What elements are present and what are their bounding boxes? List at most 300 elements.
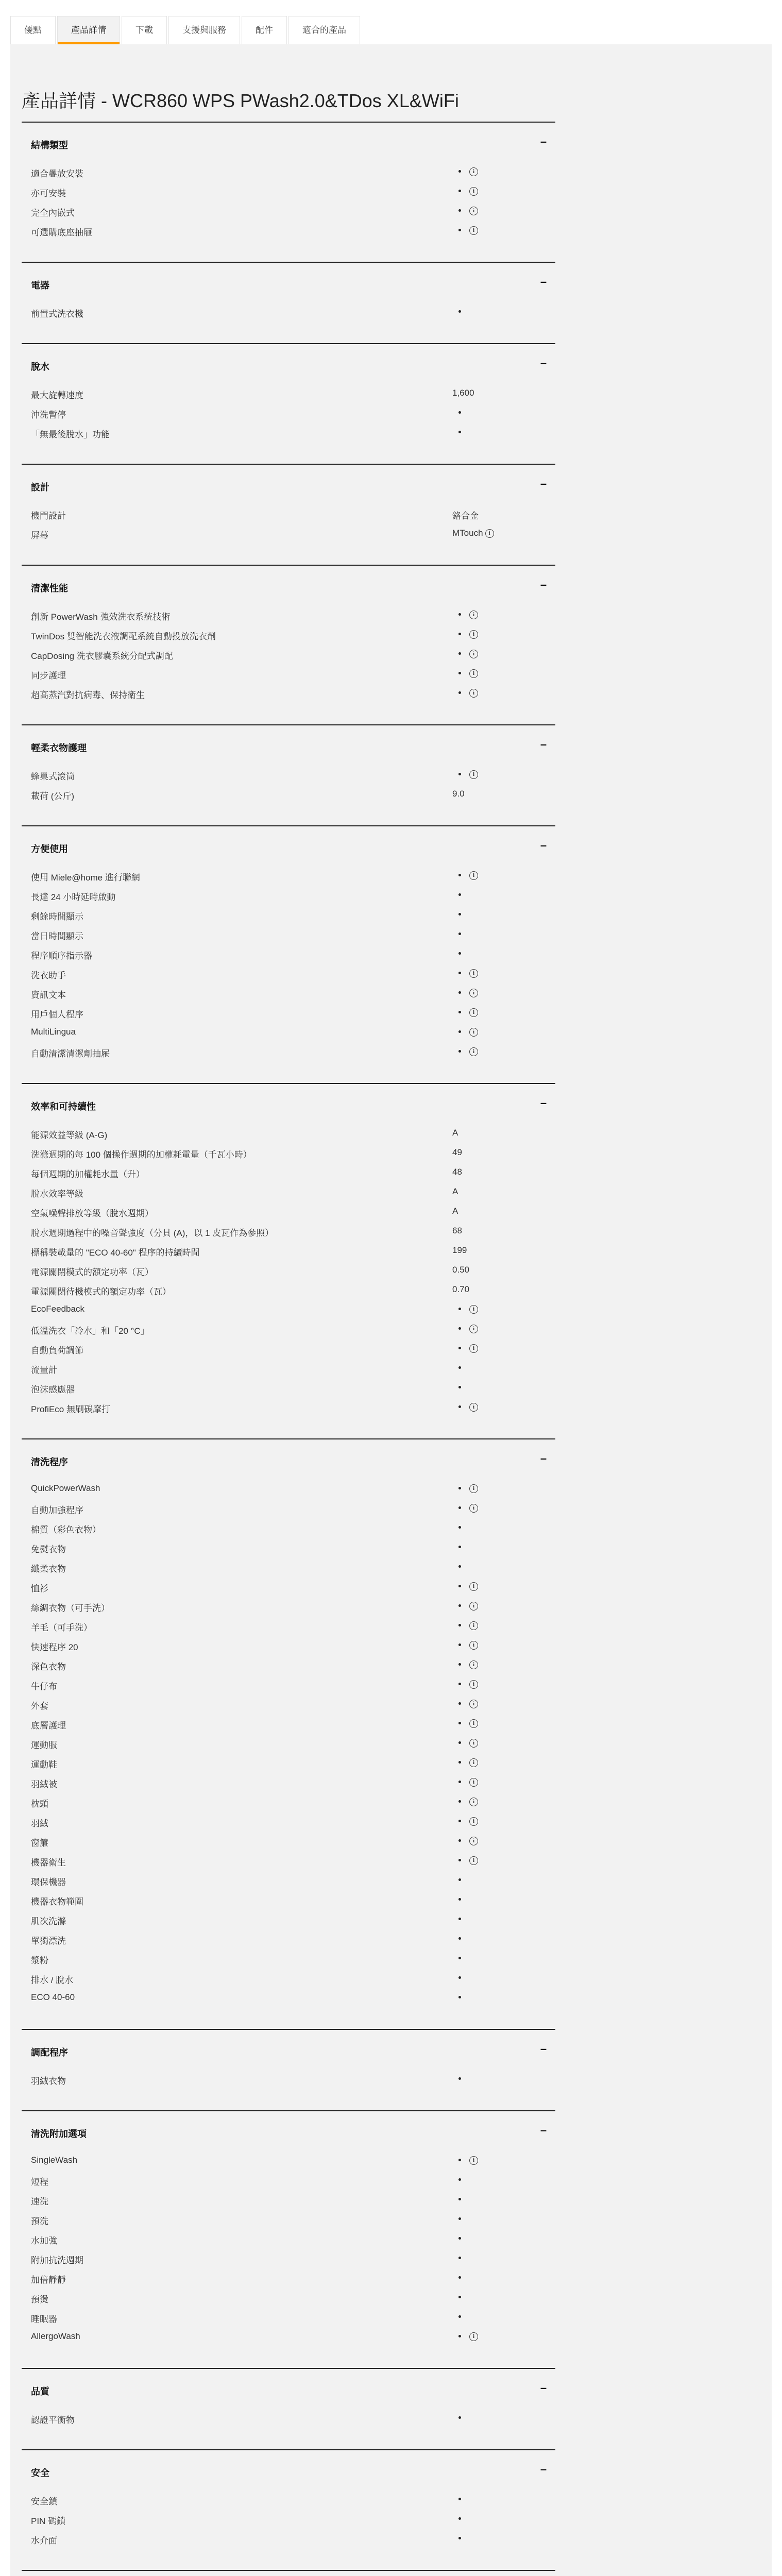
spec-value-cell bbox=[452, 1757, 478, 1768]
section-header bbox=[22, 263, 555, 302]
spec-label: 每個週期的加權耗水量（升） bbox=[31, 1170, 145, 1179]
spec-value-cell bbox=[452, 2273, 467, 2283]
spec-section bbox=[22, 1438, 555, 2029]
spec-label: 單獨漂洗 bbox=[31, 1936, 66, 1946]
info-icon[interactable]: i bbox=[469, 1798, 478, 1806]
available-dot-icon bbox=[458, 190, 461, 192]
spec-row bbox=[22, 924, 555, 944]
spec-label: CapDosing 洗衣膠囊系統分配式調配 bbox=[31, 651, 173, 661]
info-icon[interactable]: i bbox=[469, 226, 478, 235]
spec-row bbox=[22, 784, 555, 804]
spec-label: 睡眠器 bbox=[31, 2314, 57, 2324]
spec-row bbox=[22, 2408, 555, 2428]
info-icon[interactable]: i bbox=[469, 1719, 478, 1728]
info-icon[interactable]: i bbox=[469, 1028, 478, 1037]
spec-value-cell bbox=[452, 1620, 478, 1631]
spec-value-cell bbox=[452, 1836, 478, 1846]
info-icon[interactable]: i bbox=[469, 1621, 478, 1630]
collapse-toggle-icon[interactable]: – bbox=[540, 1096, 547, 1109]
spec-row bbox=[22, 2509, 555, 2529]
tab-2[interactable]: 下載 bbox=[122, 16, 167, 44]
collapse-toggle-icon[interactable]: – bbox=[540, 2381, 547, 2394]
spec-label: 漿粉 bbox=[31, 1956, 48, 1965]
spec-section bbox=[22, 343, 555, 464]
available-dot-icon bbox=[458, 2257, 461, 2259]
spec-label: 流量計 bbox=[31, 1365, 57, 1375]
spec-label: 預燙 bbox=[31, 2295, 48, 2304]
spec-value-cell bbox=[452, 1562, 467, 1572]
spec-sections bbox=[22, 122, 555, 2576]
available-dot-icon bbox=[458, 1624, 461, 1626]
info-icon[interactable]: i bbox=[469, 207, 478, 215]
spec-row bbox=[22, 422, 555, 442]
available-dot-icon bbox=[458, 2416, 461, 2419]
spec-row bbox=[22, 1378, 555, 1397]
spec-value-cell bbox=[452, 1226, 462, 1236]
available-dot-icon bbox=[458, 1565, 461, 1568]
info-icon[interactable]: i bbox=[469, 1047, 478, 1056]
available-dot-icon bbox=[458, 1546, 461, 1548]
spec-value: 0.50 bbox=[452, 1265, 470, 1275]
spec-row bbox=[22, 1042, 555, 1061]
spec-value-cell bbox=[452, 1992, 467, 2003]
spec-value-cell bbox=[452, 688, 478, 698]
available-dot-icon bbox=[458, 1386, 461, 1388]
spec-label: 自動清潔清潔劑抽屜 bbox=[31, 1049, 110, 1059]
spec-value-cell bbox=[452, 789, 465, 799]
spec-row bbox=[22, 2327, 555, 2346]
spec-value-cell bbox=[452, 988, 478, 998]
info-icon[interactable]: i bbox=[469, 770, 478, 779]
spec-value-cell bbox=[452, 307, 467, 317]
spec-value-cell bbox=[452, 1402, 478, 1412]
spec-value: A bbox=[452, 1206, 458, 1216]
spec-label: 可選購底座抽屜 bbox=[31, 228, 92, 238]
section-title: 方便使用 bbox=[31, 844, 68, 854]
spec-row bbox=[22, 1358, 555, 1378]
spec-value: 0.70 bbox=[452, 1284, 470, 1294]
tab-4[interactable]: 配件 bbox=[242, 16, 287, 44]
spec-row bbox=[22, 1948, 555, 1968]
spec-row bbox=[22, 1162, 555, 1182]
spec-value-cell bbox=[452, 509, 479, 521]
spec-row bbox=[22, 504, 555, 523]
info-icon[interactable]: i bbox=[469, 187, 478, 196]
info-icon[interactable]: i bbox=[469, 650, 478, 658]
spec-row bbox=[22, 1537, 555, 1557]
info-icon[interactable]: i bbox=[469, 611, 478, 619]
spec-value-cell bbox=[452, 1007, 478, 1018]
spec-label: 低溫洗衣「冷水」和「20 °C」 bbox=[31, 1326, 149, 1336]
spec-value-cell bbox=[452, 1147, 462, 1158]
collapse-toggle-icon[interactable]: – bbox=[540, 738, 547, 751]
spec-row bbox=[22, 1655, 555, 1674]
spec-value-cell bbox=[452, 968, 478, 978]
spec-row bbox=[22, 866, 555, 885]
available-dot-icon bbox=[458, 874, 461, 876]
available-dot-icon bbox=[458, 1976, 461, 1979]
info-icon[interactable]: i bbox=[469, 1602, 478, 1611]
info-icon[interactable]: i bbox=[469, 1758, 478, 1767]
section-header bbox=[22, 123, 555, 162]
spec-value-cell bbox=[452, 929, 467, 939]
collapse-toggle-icon[interactable]: – bbox=[540, 1452, 547, 1465]
spec-row bbox=[22, 1596, 555, 1616]
spec-value-cell bbox=[452, 1797, 478, 1807]
spec-value-cell bbox=[452, 1640, 478, 1650]
spec-label: 當日時間顯示 bbox=[31, 931, 83, 941]
collapse-toggle-icon[interactable]: – bbox=[540, 275, 547, 288]
spec-value-cell bbox=[452, 1777, 478, 1787]
available-dot-icon bbox=[458, 2335, 461, 2337]
available-dot-icon bbox=[458, 1702, 461, 1705]
spec-value-cell bbox=[452, 1973, 467, 1983]
spec-section bbox=[22, 2570, 555, 2576]
spec-value: 1,600 bbox=[452, 388, 474, 398]
spec-section bbox=[22, 2110, 555, 2368]
spec-value-cell bbox=[452, 1206, 458, 1216]
spec-label: 肌次洗滌 bbox=[31, 1917, 66, 1926]
spec-label: 泡沫感應器 bbox=[31, 1385, 75, 1395]
spec-value-cell bbox=[452, 1738, 478, 1748]
info-icon[interactable]: i bbox=[469, 1344, 478, 1353]
spec-row bbox=[22, 2150, 555, 2170]
spec-label: 標稱裝載量的 "ECO 40-60" 程序的持續時間 bbox=[31, 1248, 200, 1258]
spec-value-cell bbox=[452, 1855, 478, 1866]
spec-value-cell bbox=[452, 769, 478, 779]
collapse-toggle-icon[interactable]: – bbox=[540, 2042, 547, 2055]
spec-row bbox=[22, 302, 555, 321]
info-icon[interactable]: i bbox=[469, 1817, 478, 1826]
spec-row bbox=[22, 1123, 555, 1143]
info-icon[interactable]: i bbox=[469, 1325, 478, 1333]
spec-label: 恤衫 bbox=[31, 1584, 48, 1594]
info-icon[interactable]: i bbox=[469, 989, 478, 997]
spec-row bbox=[22, 1890, 555, 1909]
spec-label: ProfiEco 無刷碳摩打 bbox=[31, 1404, 110, 1414]
spec-label: 水介面 bbox=[31, 2536, 57, 2546]
available-dot-icon bbox=[458, 691, 461, 694]
spec-section bbox=[22, 724, 555, 825]
spec-row bbox=[22, 1518, 555, 1537]
spec-value-cell bbox=[452, 1816, 478, 1826]
spec-row bbox=[22, 1221, 555, 1241]
spec-row bbox=[22, 1260, 555, 1280]
info-icon[interactable]: i bbox=[469, 1837, 478, 1845]
tab-5[interactable]: 適合的產品 bbox=[288, 16, 360, 44]
spec-value-cell bbox=[452, 1343, 478, 1353]
spec-label: 窗簾 bbox=[31, 1838, 48, 1848]
spec-value-cell bbox=[452, 388, 474, 398]
spec-label: 使用 Miele@home 進行聯網 bbox=[31, 873, 140, 883]
available-dot-icon bbox=[458, 913, 461, 916]
spec-row bbox=[22, 1280, 555, 1299]
spec-value-cell bbox=[452, 186, 478, 196]
section-title: 效率和可持續性 bbox=[31, 1101, 96, 1112]
spec-label: 電源關閉模式的額定功率（瓦） bbox=[31, 1267, 154, 1277]
collapse-toggle-icon[interactable]: – bbox=[540, 578, 547, 591]
spec-value-cell bbox=[452, 1265, 469, 1275]
available-dot-icon bbox=[458, 652, 461, 655]
tab-list bbox=[10, 16, 362, 45]
available-dot-icon bbox=[458, 2198, 461, 2200]
info-icon[interactable]: i bbox=[469, 689, 478, 698]
info-icon[interactable]: i bbox=[469, 1641, 478, 1650]
spec-row bbox=[22, 1319, 555, 1338]
spec-label: QuickPowerWash bbox=[31, 1483, 100, 1493]
spec-label: 空氣噪聲排放等級（脫水週期） bbox=[31, 1209, 154, 1218]
collapse-toggle-icon[interactable]: – bbox=[540, 2463, 547, 2476]
available-dot-icon bbox=[458, 2296, 461, 2298]
collapse-toggle-icon[interactable]: – bbox=[540, 839, 547, 852]
info-icon[interactable]: i bbox=[469, 630, 478, 639]
info-icon[interactable]: i bbox=[469, 167, 478, 176]
spec-row bbox=[22, 905, 555, 924]
available-dot-icon bbox=[458, 1996, 461, 1998]
spec-label: 程序順序指示器 bbox=[31, 951, 92, 961]
available-dot-icon bbox=[458, 1957, 461, 1959]
spec-row bbox=[22, 664, 555, 683]
info-icon[interactable]: i bbox=[469, 1403, 478, 1412]
spec-label: 屏幕 bbox=[31, 531, 48, 540]
spec-value-cell bbox=[452, 225, 478, 235]
info-icon[interactable]: i bbox=[469, 1582, 478, 1591]
spec-label: 絲綢衣物（可手洗） bbox=[31, 1603, 110, 1613]
spec-row bbox=[22, 1674, 555, 1694]
spec-value-cell bbox=[452, 1128, 458, 1138]
available-dot-icon bbox=[458, 1918, 461, 1920]
collapse-toggle-icon[interactable]: – bbox=[540, 2124, 547, 2137]
available-dot-icon bbox=[458, 1366, 461, 1369]
spec-row bbox=[22, 1694, 555, 1714]
spec-value: MTouch bbox=[452, 528, 483, 538]
spec-value-cell bbox=[452, 2175, 467, 2185]
available-dot-icon bbox=[458, 1050, 461, 1053]
spec-value-cell bbox=[452, 1953, 467, 1963]
spec-value-cell bbox=[452, 1542, 467, 1552]
available-dot-icon bbox=[458, 2237, 461, 2240]
info-icon[interactable]: i bbox=[469, 969, 478, 978]
spec-row bbox=[22, 1022, 555, 1042]
info-icon[interactable]: i bbox=[469, 1504, 478, 1513]
available-dot-icon bbox=[458, 2217, 461, 2220]
spec-row bbox=[22, 2069, 555, 2089]
available-dot-icon bbox=[458, 933, 461, 935]
info-icon[interactable]: i bbox=[469, 1008, 478, 1017]
spec-label: 免熨衣物 bbox=[31, 1545, 66, 1554]
spec-row bbox=[22, 1182, 555, 1201]
spec-row bbox=[22, 2489, 555, 2509]
spec-row bbox=[22, 2268, 555, 2287]
available-dot-icon bbox=[458, 1722, 461, 1724]
info-icon[interactable]: i bbox=[469, 1305, 478, 1314]
spec-value: A bbox=[452, 1187, 458, 1196]
info-icon[interactable]: i bbox=[469, 871, 478, 880]
spec-label: 羽絨被 bbox=[31, 1780, 57, 1789]
section-title: 清潔性能 bbox=[31, 583, 68, 594]
info-icon[interactable]: i bbox=[469, 1680, 478, 1689]
spec-row bbox=[22, 201, 555, 221]
section-title: 輕柔衣物護理 bbox=[31, 743, 87, 753]
available-dot-icon bbox=[458, 170, 461, 173]
spec-label: 最大旋轉速度 bbox=[31, 391, 83, 400]
spec-value-cell bbox=[452, 1503, 478, 1513]
collapse-toggle-icon[interactable]: – bbox=[540, 135, 547, 148]
spec-value-cell bbox=[452, 909, 467, 920]
spec-label: 「無最後脫水」功能 bbox=[31, 430, 110, 439]
available-dot-icon bbox=[458, 2159, 461, 2161]
spec-label: 電源關閉待機模式的額定功率（瓦） bbox=[31, 1287, 171, 1297]
section-title: 電器 bbox=[31, 280, 49, 291]
spec-row bbox=[22, 624, 555, 644]
info-icon[interactable]: i bbox=[469, 669, 478, 678]
spec-label: 加倍靜靜 bbox=[31, 2275, 66, 2285]
available-dot-icon bbox=[458, 1859, 461, 1861]
spec-row bbox=[22, 1870, 555, 1890]
spec-label: 羽絨 bbox=[31, 1819, 48, 1828]
available-dot-icon bbox=[458, 1030, 461, 1033]
available-dot-icon bbox=[458, 1781, 461, 1783]
available-dot-icon bbox=[458, 952, 461, 955]
info-icon[interactable]: i bbox=[469, 1700, 478, 1708]
spec-label: EcoFeedback bbox=[31, 1304, 84, 1314]
available-dot-icon bbox=[458, 633, 461, 635]
spec-value: 鉻合金 bbox=[452, 511, 479, 521]
spec-value-cell bbox=[452, 1601, 478, 1611]
info-icon[interactable]: i bbox=[469, 1660, 478, 1669]
info-icon[interactable]: i bbox=[469, 2156, 478, 2165]
spec-row bbox=[22, 983, 555, 1003]
spec-value-cell bbox=[452, 1363, 467, 1373]
available-dot-icon bbox=[458, 1663, 461, 1666]
spec-row bbox=[22, 1929, 555, 1948]
spec-row bbox=[22, 1201, 555, 1221]
spec-row bbox=[22, 181, 555, 201]
available-dot-icon bbox=[458, 2077, 461, 2080]
info-icon[interactable]: i bbox=[469, 1484, 478, 1493]
spec-row bbox=[22, 2170, 555, 2190]
collapse-toggle-icon[interactable]: – bbox=[540, 357, 547, 369]
spec-label: 完全內嵌式 bbox=[31, 208, 75, 218]
spec-label: 運動服 bbox=[31, 1740, 57, 1750]
spec-label: 外套 bbox=[31, 1701, 48, 1711]
section-header bbox=[22, 465, 555, 504]
spec-label: ECO 40-60 bbox=[31, 1992, 75, 2002]
spec-value-cell bbox=[452, 1914, 467, 1924]
spec-value-cell bbox=[452, 1522, 467, 1533]
available-dot-icon bbox=[458, 2537, 461, 2539]
available-dot-icon bbox=[458, 1820, 461, 1822]
available-dot-icon bbox=[458, 1011, 461, 1013]
spec-value-cell bbox=[452, 2074, 467, 2084]
spec-row bbox=[22, 1338, 555, 1358]
info-icon[interactable]: i bbox=[469, 2332, 478, 2341]
spec-value-cell bbox=[452, 1581, 478, 1591]
section-header bbox=[22, 1084, 555, 1123]
spec-row bbox=[22, 403, 555, 422]
spec-row bbox=[22, 765, 555, 784]
available-dot-icon bbox=[458, 229, 461, 231]
available-dot-icon bbox=[458, 2498, 461, 2500]
info-icon[interactable]: i bbox=[469, 1856, 478, 1865]
spec-value: 9.0 bbox=[452, 789, 465, 799]
available-dot-icon bbox=[458, 1898, 461, 1901]
tab-0[interactable]: 優點 bbox=[10, 16, 56, 44]
spec-label: 機器衛生 bbox=[31, 1858, 66, 1868]
spec-label: 牛仔布 bbox=[31, 1682, 57, 1691]
tab-3[interactable]: 支援與服務 bbox=[168, 16, 240, 44]
spec-value-cell bbox=[452, 1304, 478, 1314]
available-dot-icon bbox=[458, 672, 461, 674]
spec-label: 創新 PowerWash 強效洗衣系統技術 bbox=[31, 612, 171, 622]
spec-row bbox=[22, 1479, 555, 1498]
spec-row bbox=[22, 2248, 555, 2268]
spec-label: 纖柔衣物 bbox=[31, 1564, 66, 1574]
spec-section bbox=[22, 825, 555, 1083]
spec-value: 49 bbox=[452, 1147, 462, 1157]
spec-section bbox=[22, 464, 555, 565]
spec-label: TwinDos 雙智能洗衣液調配系統自動投放洗衣劑 bbox=[31, 632, 216, 641]
available-dot-icon bbox=[458, 2315, 461, 2318]
tab-bar bbox=[0, 0, 782, 44]
available-dot-icon bbox=[458, 2178, 461, 2181]
section-header bbox=[22, 725, 555, 765]
spec-row bbox=[22, 1831, 555, 1851]
available-dot-icon bbox=[458, 1487, 461, 1489]
spec-value-cell bbox=[452, 2253, 467, 2263]
spec-label: MultiLingua bbox=[31, 1027, 76, 1037]
spec-row bbox=[22, 605, 555, 624]
available-dot-icon bbox=[458, 613, 461, 616]
spec-value-cell bbox=[452, 2233, 467, 2244]
spec-section bbox=[22, 2029, 555, 2110]
info-icon[interactable]: i bbox=[485, 529, 494, 538]
spec-row bbox=[22, 1792, 555, 1811]
spec-label: 快速程序 20 bbox=[31, 1642, 78, 1652]
spec-label: 附加抗洗週期 bbox=[31, 2256, 83, 2265]
spec-value-cell bbox=[452, 2292, 467, 2302]
available-dot-icon bbox=[458, 991, 461, 994]
spec-label: 水加強 bbox=[31, 2236, 57, 2246]
spec-value-cell bbox=[452, 1187, 458, 1197]
section-title: 結構類型 bbox=[31, 140, 68, 150]
spec-label: 剩餘時間顯示 bbox=[31, 912, 83, 922]
spec-value-cell bbox=[452, 2312, 467, 2322]
spec-section bbox=[22, 262, 555, 343]
available-dot-icon bbox=[458, 1839, 461, 1842]
tab-1[interactable]: 產品詳情 bbox=[57, 16, 120, 44]
section-header bbox=[22, 826, 555, 866]
available-dot-icon bbox=[458, 431, 461, 433]
available-dot-icon bbox=[458, 1878, 461, 1881]
section-title: 脫水 bbox=[31, 362, 49, 372]
info-icon[interactable]: i bbox=[469, 1778, 478, 1787]
spec-value-cell bbox=[452, 668, 478, 679]
collapse-toggle-icon[interactable]: – bbox=[540, 477, 547, 490]
spec-label: 深色衣物 bbox=[31, 1662, 66, 1672]
available-dot-icon bbox=[458, 1937, 461, 1940]
spec-row bbox=[22, 1753, 555, 1772]
section-header bbox=[22, 2111, 555, 2150]
page-title: 產品詳情 - WCR860 WPS PWash2.0&TDos XL&WiFi bbox=[22, 90, 459, 111]
spec-value-cell bbox=[452, 2214, 467, 2224]
spec-row bbox=[22, 221, 555, 240]
spec-row bbox=[22, 1498, 555, 1518]
spec-value: A bbox=[452, 1128, 458, 1138]
spec-label: 枕頭 bbox=[31, 1799, 48, 1809]
info-icon[interactable]: i bbox=[469, 1739, 478, 1748]
spec-label: 洗衣助手 bbox=[31, 971, 66, 980]
